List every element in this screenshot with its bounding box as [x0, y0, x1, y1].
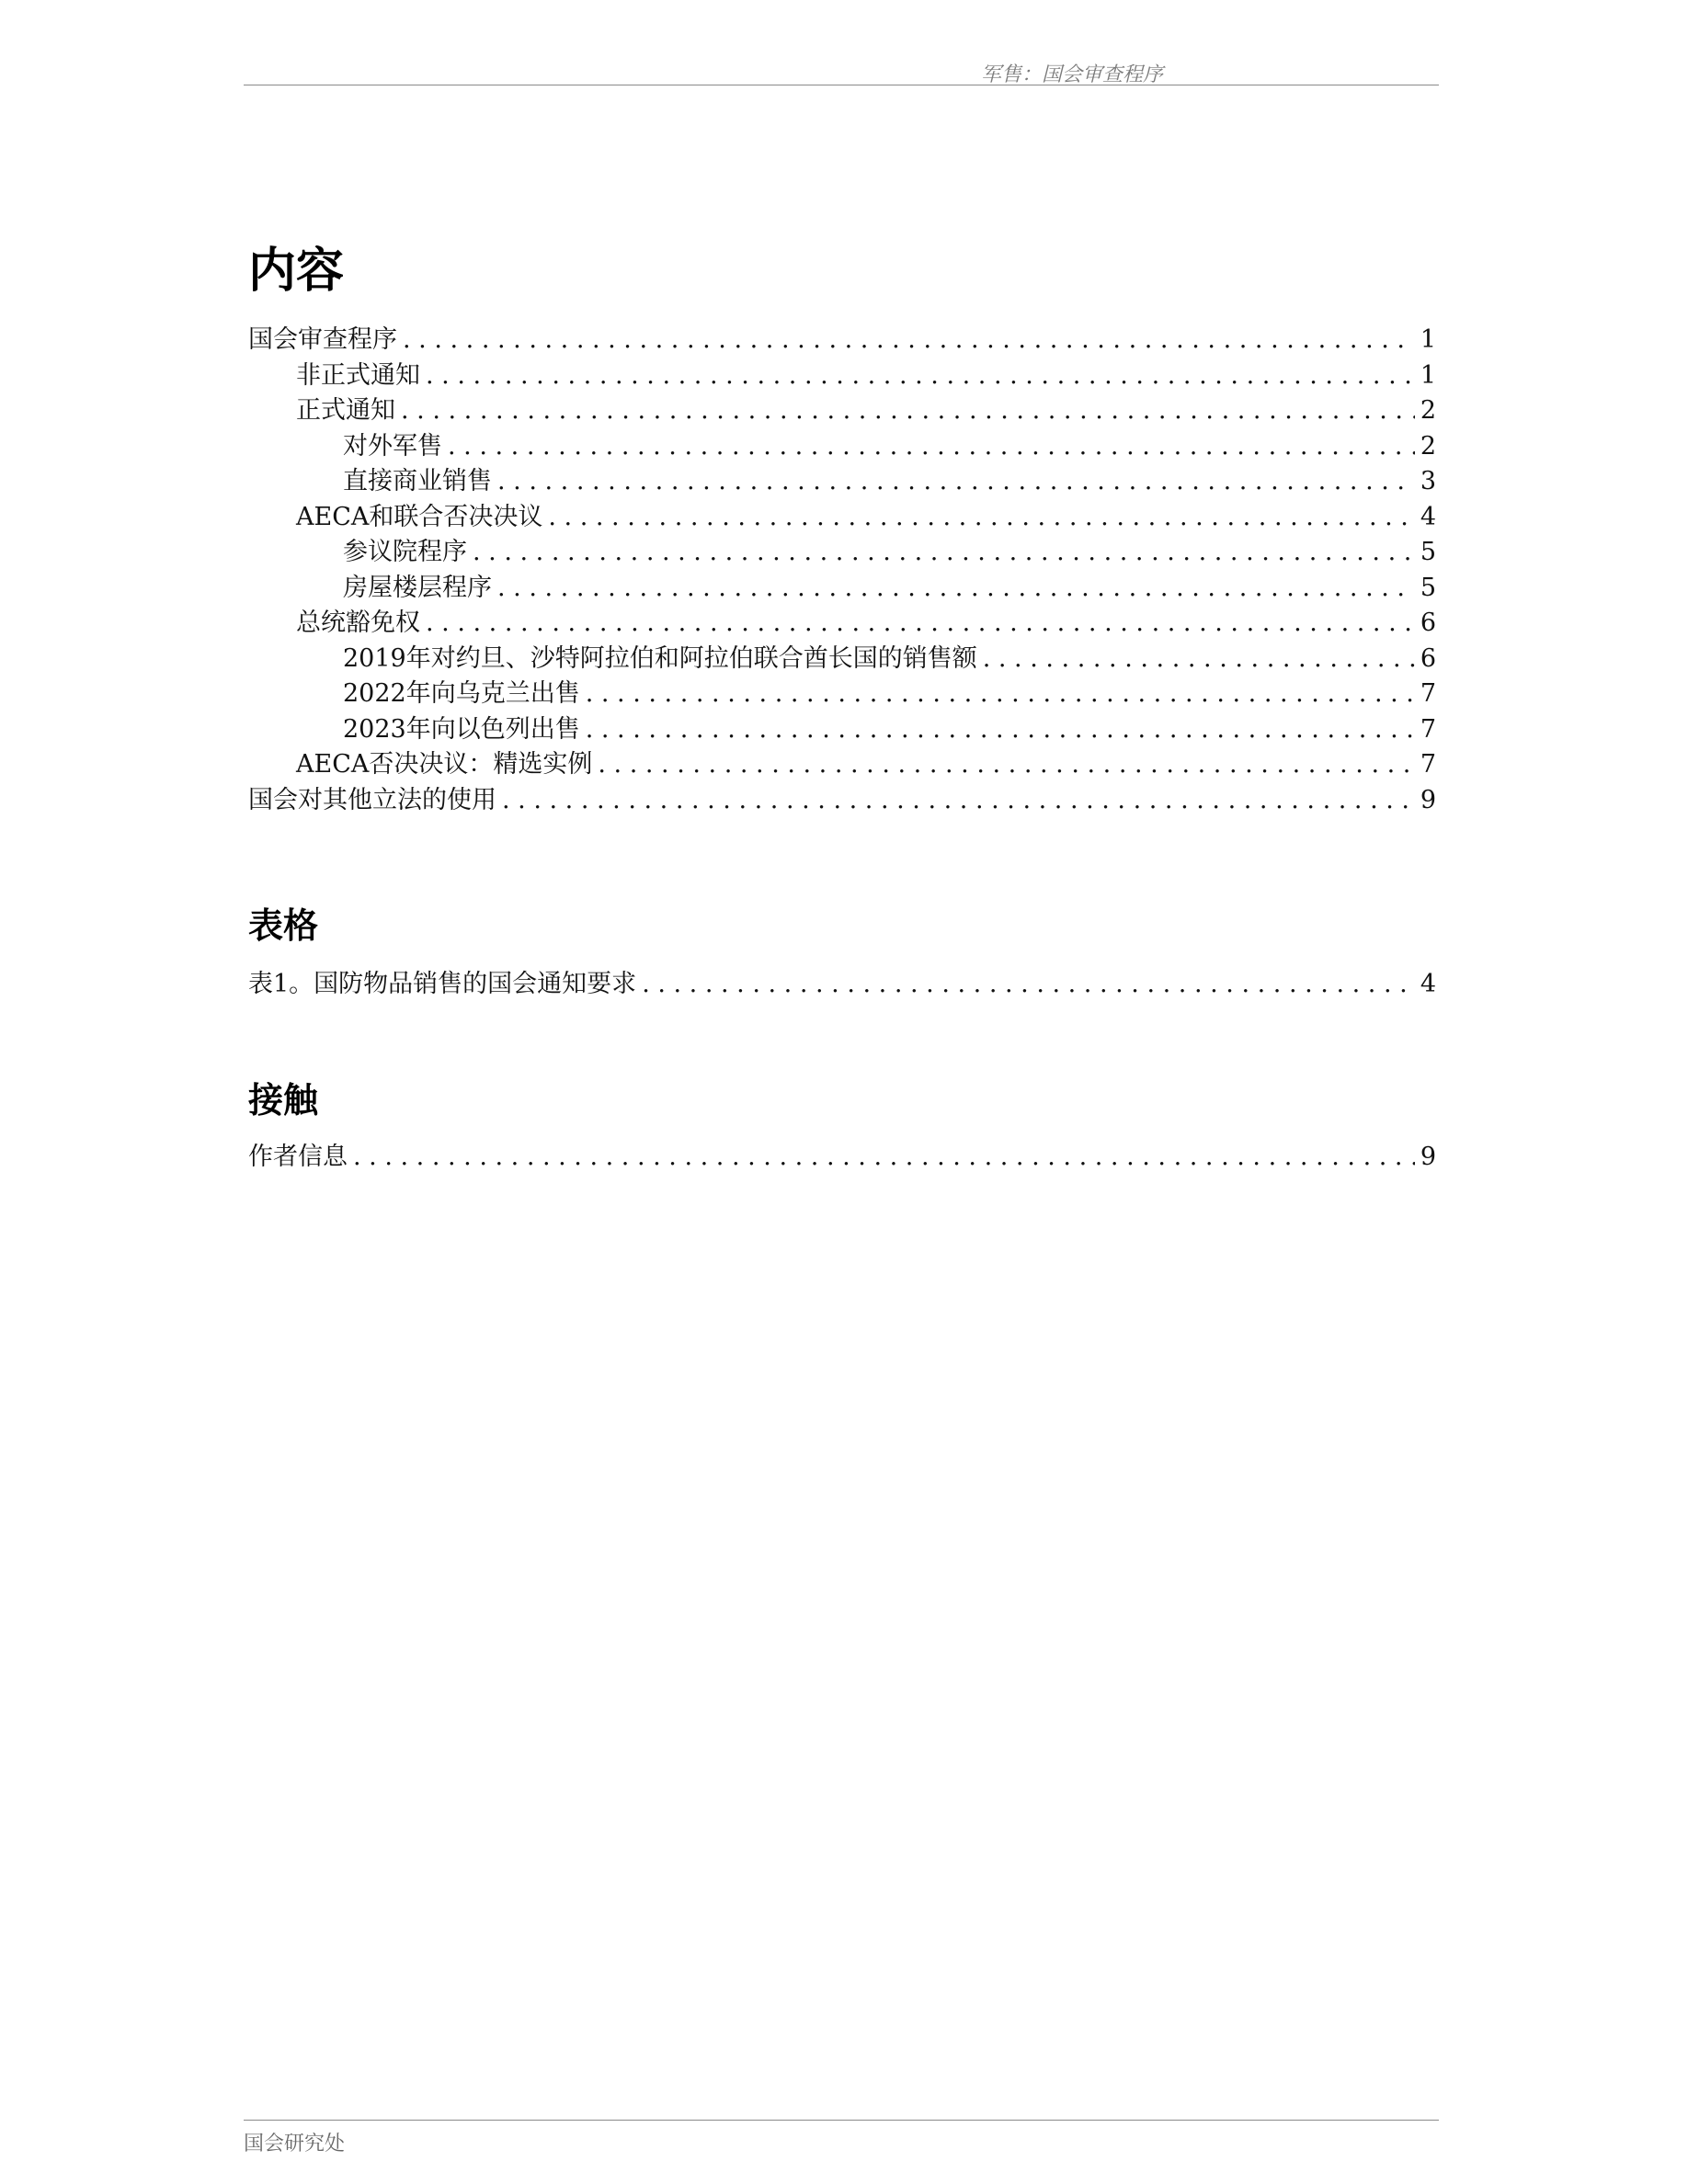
- dot-leader: [497, 574, 1415, 602]
- toc-entry[interactable]: [248, 531, 1436, 567]
- tables-list: [248, 963, 1436, 999]
- toc-page-number: 9: [1420, 785, 1436, 814]
- toc-entry[interactable]: [248, 673, 1436, 709]
- toc-page-number: 3: [1420, 467, 1436, 495]
- contents-list: [248, 319, 1436, 814]
- contacts-heading: 接触: [248, 1082, 319, 1120]
- contents-heading: 内容: [248, 245, 345, 298]
- toc-entry[interactable]: [248, 390, 1436, 426]
- toc-entry[interactable]: [248, 567, 1436, 603]
- dot-leader: [403, 325, 1415, 354]
- toc-entry-label[interactable]: 对外军售: [343, 431, 442, 461]
- toc-entry[interactable]: [248, 426, 1436, 461]
- toc-page-number: 7: [1420, 679, 1436, 708]
- toc-entry-label[interactable]: 非正式通知: [296, 360, 420, 390]
- toc-entry-label[interactable]: 国会审查程序: [248, 325, 397, 354]
- toc-entry[interactable]: [248, 638, 1436, 674]
- toc-entry[interactable]: [248, 602, 1436, 638]
- toc-entry-label[interactable]: 正式通知: [296, 396, 395, 425]
- toc-page-number: 2: [1420, 431, 1436, 461]
- toc-entry-label[interactable]: 2023年向以色列出售: [343, 714, 580, 744]
- toc-page-number: 1: [1420, 360, 1436, 390]
- toc-page-number: 5: [1420, 573, 1436, 602]
- toc-page-number: 4: [1420, 970, 1436, 998]
- footer-organization: 国会研究处: [244, 2132, 346, 2155]
- toc-entry-label[interactable]: 直接商业销售: [343, 467, 492, 495]
- toc-entry[interactable]: [248, 779, 1436, 815]
- page-footer: [244, 2120, 1439, 2155]
- toc-page-number: 5: [1420, 538, 1436, 566]
- toc-entry-label[interactable]: 国会对其他立法的使用: [248, 785, 496, 814]
- dot-leader: [598, 750, 1414, 779]
- toc-entry-label[interactable]: 房屋楼层程序: [343, 573, 492, 602]
- toc-page-number: 9: [1420, 1143, 1436, 1171]
- running-title: 军售：国会审查程序: [980, 63, 1163, 85]
- toc-entry[interactable]: [248, 709, 1436, 745]
- toc-page-number: 6: [1420, 643, 1436, 673]
- toc-page-number: 6: [1420, 609, 1436, 637]
- dot-leader: [473, 538, 1415, 566]
- dot-leader: [642, 970, 1415, 998]
- toc-entry-label[interactable]: 总统豁免权: [296, 609, 420, 637]
- toc-entry[interactable]: [248, 461, 1436, 496]
- toc-entry[interactable]: [248, 496, 1436, 532]
- dot-leader: [448, 432, 1415, 461]
- page-header: [244, 55, 1439, 85]
- dot-leader: [401, 396, 1415, 425]
- toc-page-number: 7: [1420, 750, 1436, 779]
- dot-leader: [586, 679, 1415, 708]
- toc-entry[interactable]: [248, 319, 1436, 355]
- toc-entry[interactable]: [248, 1136, 1436, 1172]
- toc-entry-label[interactable]: 表1。国防物品销售的国会通知要求: [248, 970, 637, 998]
- toc-page-number: 1: [1420, 325, 1436, 354]
- tables-heading: 表格: [248, 907, 319, 946]
- dot-leader: [497, 467, 1415, 495]
- toc-page-number: 7: [1420, 714, 1436, 744]
- toc-entry[interactable]: [248, 355, 1436, 391]
- toc-entry-label[interactable]: 作者信息: [248, 1143, 348, 1171]
- dot-leader: [353, 1143, 1415, 1171]
- dot-leader: [502, 786, 1415, 814]
- toc-page-number: 4: [1420, 502, 1436, 531]
- dot-leader: [426, 361, 1415, 390]
- toc-entry-label[interactable]: AECA否决决议：精选实例: [296, 750, 593, 779]
- toc-entry[interactable]: [248, 963, 1436, 999]
- toc-entry-label[interactable]: 2022年向乌克兰出售: [343, 679, 580, 708]
- contacts-list: [248, 1136, 1436, 1172]
- dot-leader: [426, 609, 1415, 637]
- toc-page-number: 2: [1420, 396, 1436, 425]
- toc-entry[interactable]: [248, 744, 1436, 779]
- toc-entry-label[interactable]: 参议院程序: [343, 538, 467, 566]
- toc-entry-label[interactable]: AECA和联合否决决议: [296, 502, 543, 531]
- dot-leader: [586, 715, 1415, 744]
- dot-leader: [983, 644, 1415, 673]
- dot-leader: [548, 503, 1414, 531]
- toc-entry-label[interactable]: 2019年对约旦、沙特阿拉伯和阿拉伯联合酋长国的销售额: [343, 643, 977, 673]
